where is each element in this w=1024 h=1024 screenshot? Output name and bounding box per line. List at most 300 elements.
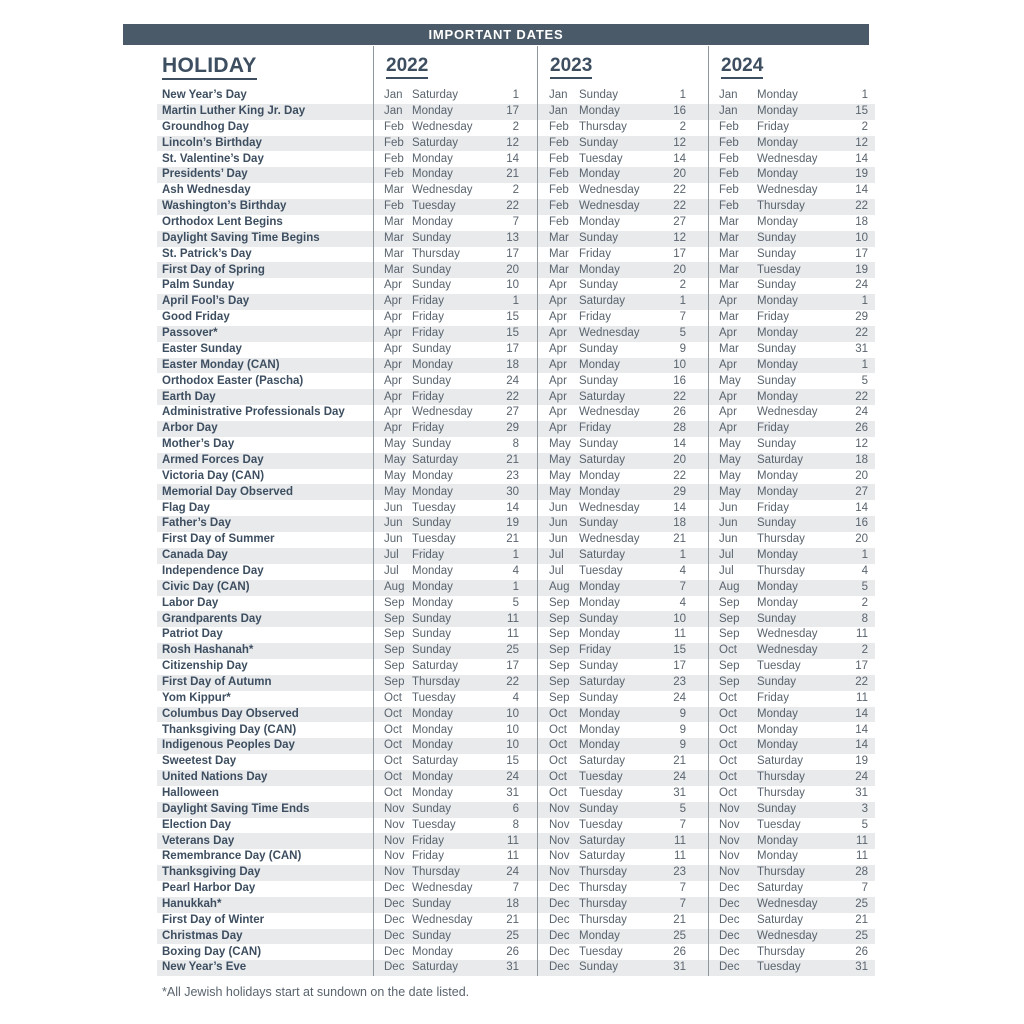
date-cell-2023 <box>537 437 708 453</box>
year-column-header-2024 <box>708 46 875 88</box>
date-cell-2022 <box>373 421 537 437</box>
weekday-label: Monday <box>412 216 453 229</box>
holiday-name: Sweetest Day <box>162 755 237 768</box>
date-cell-2024 <box>708 342 875 358</box>
month-label: Nov <box>384 834 405 847</box>
date-cell-2022 <box>373 151 537 167</box>
day-number: 14 <box>855 707 868 720</box>
month-label: Nov <box>549 850 570 863</box>
date-cell-2023 <box>537 707 708 723</box>
day-number: 7 <box>679 311 686 324</box>
weekday-label: Tuesday <box>579 771 623 784</box>
day-number: 1 <box>512 580 519 593</box>
weekday-label: Thursday <box>757 945 805 958</box>
weekday-label: Thursday <box>579 882 627 895</box>
day-number: 14 <box>506 152 519 165</box>
month-label: Apr <box>549 406 567 419</box>
day-number: 28 <box>673 422 686 435</box>
table-row <box>123 770 875 786</box>
day-number: 1 <box>679 89 686 102</box>
date-cell-2024 <box>708 627 875 643</box>
month-label: Nov <box>719 802 740 815</box>
day-number: 22 <box>673 469 686 482</box>
weekday-label: Monday <box>757 580 798 593</box>
day-number: 4 <box>512 564 519 577</box>
day-number: 5 <box>861 818 868 831</box>
day-number: 1 <box>512 89 519 102</box>
weekday-label: Monday <box>757 390 798 403</box>
date-cell-2023 <box>537 500 708 516</box>
month-label: Sep <box>719 612 740 625</box>
date-cell-2024 <box>708 104 875 120</box>
day-number: 21 <box>855 913 868 926</box>
month-label: Jan <box>719 105 738 118</box>
month-label: Dec <box>719 961 740 974</box>
weekday-label: Thursday <box>579 898 627 910</box>
table-row <box>123 231 875 247</box>
table-row <box>123 944 875 960</box>
day-number: 12 <box>855 438 868 451</box>
month-label: Sep <box>384 660 405 673</box>
date-cell-2024 <box>708 611 875 627</box>
date-cell-2022 <box>373 167 537 183</box>
weekday-label: Friday <box>579 247 611 260</box>
day-number: 4 <box>861 564 868 577</box>
date-cell-2022 <box>373 231 537 247</box>
day-number: 20 <box>855 469 868 482</box>
weekday-label: Wednesday <box>412 120 473 133</box>
day-number: 18 <box>673 517 686 530</box>
month-label: Nov <box>384 850 405 863</box>
month-label: May <box>384 453 406 466</box>
day-number: 29 <box>506 422 519 435</box>
day-number: 7 <box>861 882 868 895</box>
day-number: 11 <box>856 850 868 863</box>
day-number: 10 <box>506 723 519 736</box>
month-label: Oct <box>384 771 402 784</box>
holiday-name: Arbor Day <box>162 422 218 435</box>
weekday-label: Sunday <box>579 802 619 815</box>
day-number: 29 <box>855 311 868 324</box>
day-number: 5 <box>512 596 519 609</box>
month-label: Oct <box>549 755 567 768</box>
month-label: Jun <box>549 533 568 546</box>
date-cell-2022 <box>373 532 537 548</box>
month-label: Mar <box>384 216 404 229</box>
date-cell-2023 <box>537 421 708 437</box>
date-cell-2024 <box>708 691 875 707</box>
holiday-name: Thanksgiving Day <box>162 866 261 879</box>
weekday-label: Monday <box>757 850 798 863</box>
table-row <box>123 786 875 802</box>
day-number: 25 <box>673 929 686 942</box>
day-number: 24 <box>673 771 686 784</box>
holiday-name: Armed Forces Day <box>162 453 264 466</box>
table-row <box>123 453 875 469</box>
weekday-label: Wednesday <box>579 406 640 419</box>
date-cell-2024 <box>708 580 875 596</box>
date-cell-2024 <box>708 199 875 215</box>
weekday-label: Sunday <box>579 961 619 974</box>
table-row <box>123 326 875 342</box>
day-number: 6 <box>512 802 519 815</box>
weekday-label: Saturday <box>412 453 459 466</box>
month-label: May <box>719 485 741 498</box>
table-row <box>123 833 875 849</box>
date-cell-2023 <box>537 802 708 818</box>
weekday-label: Monday <box>757 596 798 609</box>
date-cell-2023 <box>537 627 708 643</box>
date-cell-2022 <box>373 342 537 358</box>
holiday-name: Ash Wednesday <box>162 184 251 197</box>
holiday-name: Earth Day <box>162 390 216 403</box>
month-label: Sep <box>549 691 570 704</box>
day-number: 23 <box>506 469 519 482</box>
month-label: Jun <box>384 533 403 546</box>
weekday-label: Monday <box>757 834 798 847</box>
weekday-label: Sunday <box>412 612 452 625</box>
weekday-label: Wednesday <box>757 152 818 165</box>
date-cell-2022 <box>373 849 537 865</box>
table-row <box>123 294 875 310</box>
day-number: 31 <box>855 786 868 799</box>
weekday-label: Sunday <box>412 279 452 292</box>
weekday-label: Saturday <box>579 549 626 562</box>
weekday-label: Monday <box>579 105 620 118</box>
weekday-label: Sunday <box>579 136 619 149</box>
date-cell-2023 <box>537 88 708 104</box>
date-cell-2024 <box>708 564 875 580</box>
day-number: 2 <box>679 279 686 292</box>
holiday-name: Flag Day <box>162 501 210 514</box>
month-label: Feb <box>549 120 569 133</box>
date-cell-2023 <box>537 691 708 707</box>
date-cell-2023 <box>537 818 708 834</box>
weekday-label: Sunday <box>579 691 619 704</box>
date-cell-2024 <box>708 231 875 247</box>
weekday-label: Sunday <box>412 374 452 387</box>
holiday-name: Martin Luther King Jr. Day <box>162 105 306 118</box>
weekday-label: Monday <box>579 739 620 752</box>
date-cell-2024 <box>708 929 875 945</box>
weekday-label: Friday <box>412 327 444 340</box>
day-number: 31 <box>855 342 868 355</box>
weekday-label: Sunday <box>757 247 797 260</box>
date-cell-2024 <box>708 262 875 278</box>
day-number: 15 <box>673 644 686 657</box>
footnote: *All Jewish holidays start at sundown on the date listed. <box>162 985 470 999</box>
date-cell-2022 <box>373 247 537 263</box>
month-label: Nov <box>719 818 740 831</box>
date-cell-2023 <box>537 548 708 564</box>
month-label: Dec <box>384 913 405 926</box>
weekday-label: Monday <box>412 723 453 736</box>
table-row <box>123 373 875 389</box>
date-cell-2022 <box>373 262 537 278</box>
date-cell-2022 <box>373 786 537 802</box>
weekday-label: Monday <box>757 136 798 149</box>
holiday-name: Grandparents Day <box>162 612 262 625</box>
holiday-name: Good Friday <box>162 311 230 324</box>
month-label: Jan <box>549 89 568 102</box>
month-label: Nov <box>549 802 570 815</box>
weekday-label: Monday <box>412 596 453 609</box>
weekday-label: Sunday <box>579 89 619 102</box>
date-cell-2022 <box>373 802 537 818</box>
holiday-name: Memorial Day Observed <box>162 485 294 498</box>
weekday-label: Monday <box>757 485 798 498</box>
table-row <box>123 484 875 500</box>
day-number: 18 <box>855 216 868 229</box>
table-row <box>123 278 875 294</box>
weekday-label: Friday <box>579 311 611 324</box>
month-label: Apr <box>549 311 567 324</box>
date-cell-2022 <box>373 643 537 659</box>
day-number: 31 <box>673 961 686 974</box>
weekday-label: Thursday <box>412 866 460 879</box>
date-cell-2022 <box>373 722 537 738</box>
table-row <box>123 754 875 770</box>
month-label: Feb <box>719 152 739 165</box>
weekday-label: Sunday <box>579 612 619 625</box>
holiday-name: Remembrance Day (CAN) <box>162 850 302 863</box>
month-label: Sep <box>719 628 740 641</box>
holiday-name: Easter Monday (CAN) <box>162 358 280 371</box>
holiday-name: April Fool’s Day <box>162 295 250 308</box>
weekday-label: Friday <box>412 549 444 562</box>
date-cell-2024 <box>708 596 875 612</box>
date-cell-2024 <box>708 167 875 183</box>
date-cell-2024 <box>708 849 875 865</box>
day-number: 2 <box>512 184 519 197</box>
date-cell-2023 <box>537 215 708 231</box>
day-number: 19 <box>855 168 868 181</box>
day-number: 31 <box>673 786 686 799</box>
day-number: 10 <box>506 279 519 292</box>
month-label: Sep <box>549 644 570 657</box>
date-cell-2023 <box>537 532 708 548</box>
date-cell-2024 <box>708 738 875 754</box>
weekday-label: Monday <box>412 739 453 752</box>
month-label: Nov <box>719 834 740 847</box>
weekday-label: Tuesday <box>579 564 623 577</box>
table-row <box>123 469 875 485</box>
weekday-label: Monday <box>757 469 798 482</box>
year-column-header-2022 <box>373 46 537 88</box>
month-label: Oct <box>384 707 402 720</box>
date-cell-2022 <box>373 818 537 834</box>
holiday-name: Orthodox Easter (Pascha) <box>162 374 304 387</box>
table-row <box>123 136 875 152</box>
month-label: Apr <box>549 342 567 355</box>
date-cell-2024 <box>708 881 875 897</box>
holiday-name: Administrative Professionals Day <box>162 406 345 419</box>
weekday-label: Saturday <box>412 755 459 768</box>
month-label: May <box>549 485 571 498</box>
date-cell-2023 <box>537 786 708 802</box>
month-label: Oct <box>719 739 737 752</box>
month-label: Apr <box>384 311 402 324</box>
month-label: Jul <box>549 549 564 562</box>
month-label: Feb <box>384 200 404 213</box>
weekday-label: Monday <box>579 596 620 609</box>
date-cell-2022 <box>373 389 537 405</box>
date-cell-2022 <box>373 453 537 469</box>
month-label: Mar <box>719 263 739 276</box>
month-label: Oct <box>384 786 402 799</box>
date-cell-2023 <box>537 262 708 278</box>
day-number: 15 <box>506 755 519 768</box>
weekday-label: Sunday <box>412 628 452 641</box>
month-label: Jun <box>719 501 738 514</box>
weekday-label: Thursday <box>757 786 805 799</box>
month-label: Feb <box>719 184 739 197</box>
day-number: 10 <box>855 231 868 244</box>
holiday-name: New Year’s Eve <box>162 961 247 974</box>
month-label: Sep <box>384 628 405 641</box>
day-number: 13 <box>506 231 519 244</box>
day-number: 15 <box>506 311 519 324</box>
day-number: 25 <box>855 898 868 910</box>
month-label: Jul <box>384 549 399 562</box>
holiday-name: First Day of Spring <box>162 263 265 276</box>
date-cell-2023 <box>537 405 708 421</box>
weekday-label: Sunday <box>757 374 797 387</box>
date-cell-2023 <box>537 469 708 485</box>
table-row <box>123 421 875 437</box>
date-cell-2023 <box>537 247 708 263</box>
weekday-label: Monday <box>757 168 798 181</box>
day-number: 22 <box>855 675 868 688</box>
weekday-label: Sunday <box>412 342 452 355</box>
day-number: 20 <box>673 168 686 181</box>
date-cell-2023 <box>537 373 708 389</box>
month-label: Nov <box>549 866 570 879</box>
weekday-label: Monday <box>579 469 620 482</box>
date-cell-2023 <box>537 897 708 913</box>
weekday-label: Monday <box>412 707 453 720</box>
table-row <box>123 691 875 707</box>
table-row <box>123 659 875 675</box>
year-2024-label: 2024 <box>721 56 763 79</box>
month-label: Apr <box>384 406 402 419</box>
day-number: 24 <box>855 406 868 419</box>
weekday-label: Monday <box>412 945 453 958</box>
date-cell-2023 <box>537 358 708 374</box>
date-cell-2022 <box>373 183 537 199</box>
month-label: Nov <box>549 834 570 847</box>
day-number: 8 <box>861 612 868 625</box>
holiday-name: Father’s Day <box>162 517 232 530</box>
date-cell-2024 <box>708 865 875 881</box>
weekday-label: Wednesday <box>579 501 640 514</box>
month-label: May <box>719 438 741 451</box>
date-cell-2024 <box>708 659 875 675</box>
day-number: 5 <box>679 327 686 340</box>
day-number: 8 <box>512 818 519 831</box>
date-cell-2024 <box>708 897 875 913</box>
day-number: 14 <box>673 438 686 451</box>
date-cell-2024 <box>708 833 875 849</box>
month-label: May <box>719 453 741 466</box>
date-cell-2023 <box>537 865 708 881</box>
weekday-label: Friday <box>412 850 444 863</box>
day-number: 22 <box>855 390 868 403</box>
weekday-label: Wednesday <box>412 882 473 895</box>
table-row <box>123 516 875 532</box>
holiday-name: Columbus Day Observed <box>162 707 299 720</box>
day-number: 10 <box>506 707 519 720</box>
day-number: 17 <box>506 660 519 673</box>
day-number: 19 <box>855 755 868 768</box>
weekday-label: Thursday <box>757 533 805 546</box>
date-cell-2023 <box>537 310 708 326</box>
month-label: Apr <box>719 406 737 419</box>
weekday-label: Thursday <box>757 564 805 577</box>
date-cell-2023 <box>537 453 708 469</box>
weekday-label: Saturday <box>757 453 804 466</box>
date-cell-2022 <box>373 833 537 849</box>
day-number: 11 <box>674 850 686 863</box>
date-cell-2023 <box>537 580 708 596</box>
table-row <box>123 247 875 263</box>
holiday-name: St. Patrick’s Day <box>162 247 252 260</box>
weekday-label: Tuesday <box>579 818 623 831</box>
date-cell-2023 <box>537 294 708 310</box>
weekday-label: Saturday <box>579 850 626 863</box>
day-number: 19 <box>855 263 868 276</box>
table-row <box>123 818 875 834</box>
weekday-label: Saturday <box>579 675 626 688</box>
day-number: 25 <box>506 644 519 657</box>
date-cell-2024 <box>708 310 875 326</box>
month-label: Oct <box>719 755 737 768</box>
month-label: Apr <box>549 390 567 403</box>
month-label: Oct <box>719 786 737 799</box>
date-cell-2024 <box>708 786 875 802</box>
month-label: Sep <box>549 612 570 625</box>
table-row <box>123 262 875 278</box>
day-number: 14 <box>855 501 868 514</box>
weekday-label: Sunday <box>579 279 619 292</box>
weekday-label: Monday <box>579 168 620 181</box>
date-cell-2022 <box>373 659 537 675</box>
holiday-header-label: HOLIDAY <box>162 55 257 80</box>
weekday-label: Monday <box>757 739 798 752</box>
month-label: Sep <box>719 596 740 609</box>
day-number: 11 <box>856 691 868 704</box>
year-2023-label: 2023 <box>550 56 592 79</box>
day-number: 5 <box>861 374 868 387</box>
table-row <box>123 342 875 358</box>
day-number: 16 <box>673 374 686 387</box>
date-cell-2022 <box>373 500 537 516</box>
table-header-row <box>123 46 875 88</box>
day-number: 18 <box>855 453 868 466</box>
day-number: 11 <box>507 850 519 863</box>
day-number: 27 <box>855 485 868 498</box>
table-row <box>123 437 875 453</box>
holiday-name: Indigenous Peoples Day <box>162 739 295 752</box>
month-label: Dec <box>719 913 740 926</box>
month-label: Oct <box>384 723 402 736</box>
day-number: 26 <box>855 422 868 435</box>
date-cell-2024 <box>708 722 875 738</box>
month-label: Mar <box>719 342 739 355</box>
weekday-label: Friday <box>412 390 444 403</box>
date-cell-2024 <box>708 358 875 374</box>
table-row <box>123 897 875 913</box>
